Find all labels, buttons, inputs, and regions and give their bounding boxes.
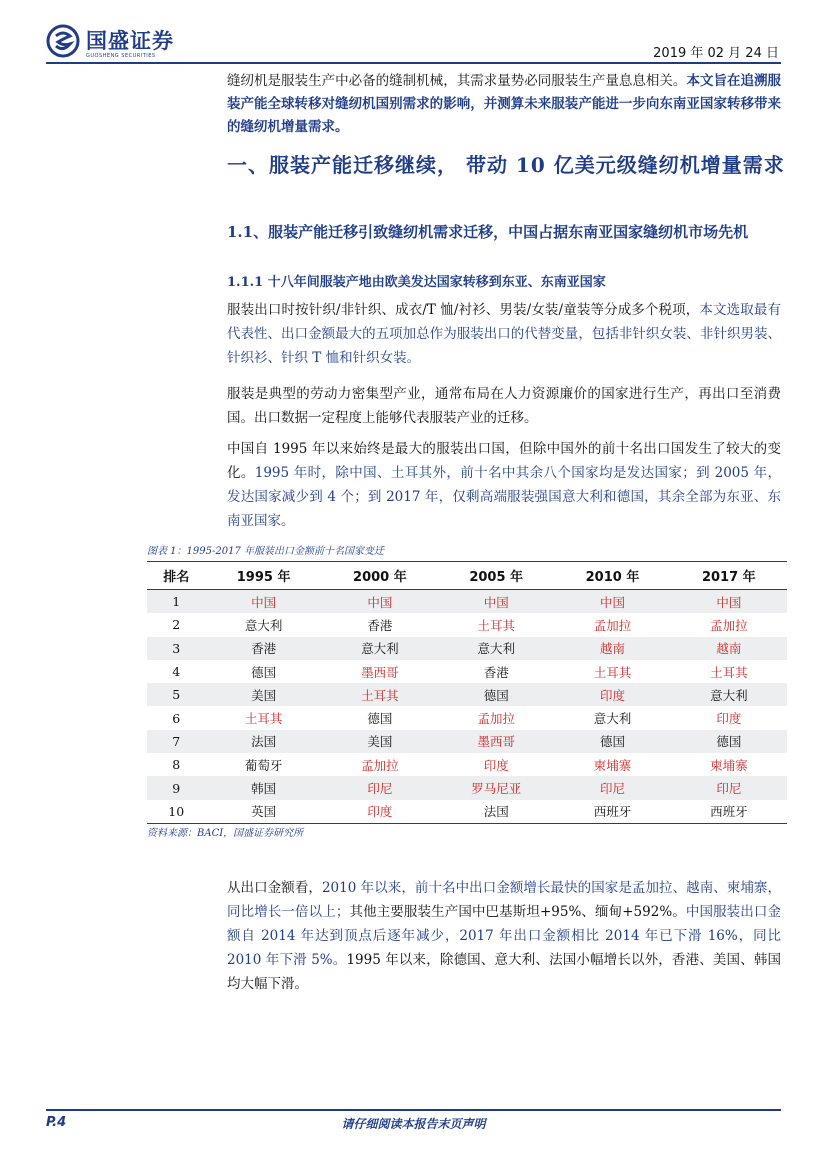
country-cell: 意大利 bbox=[671, 683, 787, 706]
page-number: P.4 bbox=[46, 1115, 67, 1130]
country-cell: 印度 bbox=[554, 683, 670, 706]
country-cell: 中国 bbox=[671, 590, 787, 614]
table-row bbox=[147, 800, 787, 824]
paragraph-4-text-c: 其他主要服装生产国中巴基斯坦+95%、缅甸+592%。 bbox=[349, 904, 686, 920]
country-cell: 印度 bbox=[716, 711, 742, 727]
country-cell: 德国 bbox=[438, 683, 554, 706]
country-cell: 德国 bbox=[251, 664, 277, 680]
country-cell: 印尼 bbox=[554, 776, 670, 799]
country-cell: 西班牙 bbox=[554, 800, 670, 824]
header-cell: 1995 年 bbox=[205, 562, 321, 590]
country-cell: 香港 bbox=[483, 664, 509, 680]
country-cell: 孟加拉 bbox=[477, 711, 515, 727]
header-cell: 2017 年 bbox=[671, 562, 787, 590]
disclaimer-note: 请仔细阅读本报告末页声明 bbox=[341, 1117, 486, 1131]
country-cell: 柬埔寨 bbox=[710, 757, 748, 773]
country-cell: 越南 bbox=[671, 637, 787, 660]
country-cell: 土耳其 bbox=[593, 664, 632, 680]
table-body bbox=[147, 590, 787, 824]
rank-cell: 8 bbox=[172, 757, 181, 773]
table-row bbox=[147, 590, 787, 614]
rank-cell: 1 bbox=[147, 590, 205, 614]
paragraph-4-highlight-d: 中国服装出口金额自 2014 年达到顶点后逐年减少，2017 年出口金额相比 2014 年已下滑 16%，同比 2010 年下滑 5%。 bbox=[227, 904, 782, 968]
country-cell: 中国 bbox=[205, 590, 321, 614]
paragraph-1-text: 服装出口时按针织/非针织、成衣/T 恤/衬衫、男装/女装/童装等分成多个税项， bbox=[227, 302, 700, 318]
country-cell: 德国 bbox=[367, 711, 393, 727]
country-cell: 德国 bbox=[554, 730, 670, 753]
brand-logo-icon bbox=[46, 24, 80, 58]
paragraph-4 bbox=[227, 876, 781, 996]
country-cell: 墨西哥 bbox=[361, 664, 399, 680]
table-header-row bbox=[147, 562, 787, 590]
country-cell: 孟加拉 bbox=[361, 757, 399, 773]
country-cell: 葡萄牙 bbox=[244, 757, 283, 773]
header-cell: 排名 bbox=[147, 562, 205, 590]
paragraph-4-text-a: 从出口金额看， bbox=[227, 880, 322, 896]
country-cell: 中国 bbox=[322, 590, 438, 614]
section-heading-1: 一、服装产能迁移继续， 带动 10 亿美元级缝纫机增量需求 bbox=[227, 153, 785, 177]
country-cell: 越南 bbox=[554, 637, 670, 660]
header-cell: 2005 年 bbox=[438, 562, 554, 590]
country-cell: 罗马尼亚 bbox=[438, 776, 554, 799]
header-cell: 2010 年 bbox=[554, 562, 670, 590]
header-rule bbox=[46, 62, 781, 64]
country-cell: 土耳其 bbox=[322, 683, 438, 706]
country-cell: 意大利 bbox=[438, 637, 554, 660]
brand-name: 国盛证券 bbox=[86, 28, 174, 53]
rank-cell: 5 bbox=[147, 683, 205, 706]
country-cell: 中国 bbox=[554, 590, 670, 614]
country-cell: 西班牙 bbox=[671, 800, 787, 824]
report-date: 2019 年 02 月 24 日 bbox=[653, 46, 779, 61]
country-cell: 法国 bbox=[205, 730, 321, 753]
country-cell: 韩国 bbox=[205, 776, 321, 799]
rank-cell: 2 bbox=[172, 617, 181, 633]
country-cell: 美国 bbox=[205, 683, 321, 706]
table-row bbox=[147, 613, 787, 636]
intro-text: 缝纫机是服装生产中必备的缝制机械，其需求量势必同服装生产量息息相关。 bbox=[227, 73, 687, 89]
paragraph-3-highlight: 1995 年时，除中国、土耳其外，前十名中其余八个国家均是发达国家；到 2005 年，发达国家减少到 4 个；到 2017 年，仅剩高端服装强国意大利和德国，其余全部为东亚、东南亚国家。 bbox=[227, 465, 781, 529]
table-row bbox=[147, 660, 787, 683]
country-cell: 香港 bbox=[367, 617, 393, 633]
country-cell: 印尼 bbox=[671, 776, 787, 799]
country-cell: 土耳其 bbox=[477, 617, 515, 633]
table-row bbox=[147, 753, 787, 776]
country-cell: 意大利 bbox=[593, 711, 632, 727]
country-cell: 墨西哥 bbox=[438, 730, 554, 753]
country-cell: 法国 bbox=[438, 800, 554, 824]
country-cell: 孟加拉 bbox=[710, 617, 748, 633]
country-cell: 印尼 bbox=[322, 776, 438, 799]
table-row bbox=[147, 683, 787, 706]
country-cell: 印度 bbox=[483, 757, 509, 773]
rank-cell: 9 bbox=[147, 776, 205, 799]
country-cell: 柬埔寨 bbox=[593, 757, 632, 773]
country-cell: 土耳其 bbox=[710, 664, 748, 680]
paragraph-1 bbox=[227, 298, 781, 370]
country-cell: 香港 bbox=[205, 637, 321, 660]
table-row bbox=[147, 637, 787, 660]
rank-cell: 6 bbox=[172, 710, 181, 726]
footer-rule bbox=[46, 1109, 781, 1111]
country-cell: 土耳其 bbox=[244, 711, 283, 727]
country-cell: 意大利 bbox=[244, 617, 283, 633]
ranking-table bbox=[147, 561, 787, 824]
table-row bbox=[147, 730, 787, 753]
paragraph-3-text: 中国自 1995 年以来始终是最大的服装出口国，但除中国外的前十名出口国发生了较大的变化。 bbox=[227, 441, 781, 481]
section-heading-1-1: 1.1、服装产能迁移引致缝纫机需求迁移，中国占据东南亚国家缝纫机市场先机 bbox=[227, 223, 749, 241]
country-cell: 意大利 bbox=[322, 637, 438, 660]
paragraph-1-highlight: 本文选取最有代表性、出口金额最大的五项加总作为服装出口的代替变量，包括非针织女装、非针织男装、针织衫、针织 T 恤和针织女装。 bbox=[227, 302, 781, 366]
header-cell: 2000 年 bbox=[322, 562, 438, 590]
paragraph-4-text-e: 1995 年以来，除德国、意大利、法国小幅增长以外，香港、美国、韩国均大幅下滑。 bbox=[227, 952, 782, 992]
country-cell: 美国 bbox=[322, 730, 438, 753]
intro-paragraph bbox=[227, 70, 781, 139]
intro-highlight: 本文旨在追溯服装产能全球转移对缝纫机国别需求的影响，并测算未来服装产能进一步向东南亚国家转移带来的缝纫机增量需求。 bbox=[227, 73, 782, 135]
paragraph-3 bbox=[227, 437, 781, 533]
brand-logo bbox=[46, 24, 174, 58]
paragraph-4-highlight-b: 2010 年以来，前十名中出口金额增长最快的国家是孟加拉、越南、柬埔寨，同比增长一倍以上； bbox=[227, 880, 781, 920]
country-cell: 英国 bbox=[205, 800, 321, 824]
country-cell: 印度 bbox=[322, 800, 438, 824]
table-caption: 图表 1：1995-2017 年服装出口金额前十名国家变迁 bbox=[147, 546, 384, 557]
country-cell: 孟加拉 bbox=[593, 617, 632, 633]
country-cell: 德国 bbox=[671, 730, 787, 753]
rank-cell: 7 bbox=[147, 730, 205, 753]
country-cell: 中国 bbox=[438, 590, 554, 614]
paragraph-2: 服装是典型的劳动力密集型产业，通常布局在人力资源廉价的国家进行生产，再出口至消费国。出口数据一定程度上能够代表服装产业的迁移。 bbox=[227, 386, 781, 426]
table-row bbox=[147, 776, 787, 799]
rank-cell: 3 bbox=[147, 637, 205, 660]
brand-subtitle: GUOSHENG SECURITIES bbox=[86, 53, 156, 59]
section-heading-1-1-1: 1.1.1 十八年间服装产地由欧美发达国家转移到东亚、东南亚国家 bbox=[227, 275, 606, 290]
rank-cell: 10 bbox=[147, 800, 205, 824]
table-source: 资料来源：BACI，国盛证券研究所 bbox=[147, 828, 304, 839]
table-row bbox=[147, 706, 787, 729]
rank-cell: 4 bbox=[172, 664, 181, 680]
